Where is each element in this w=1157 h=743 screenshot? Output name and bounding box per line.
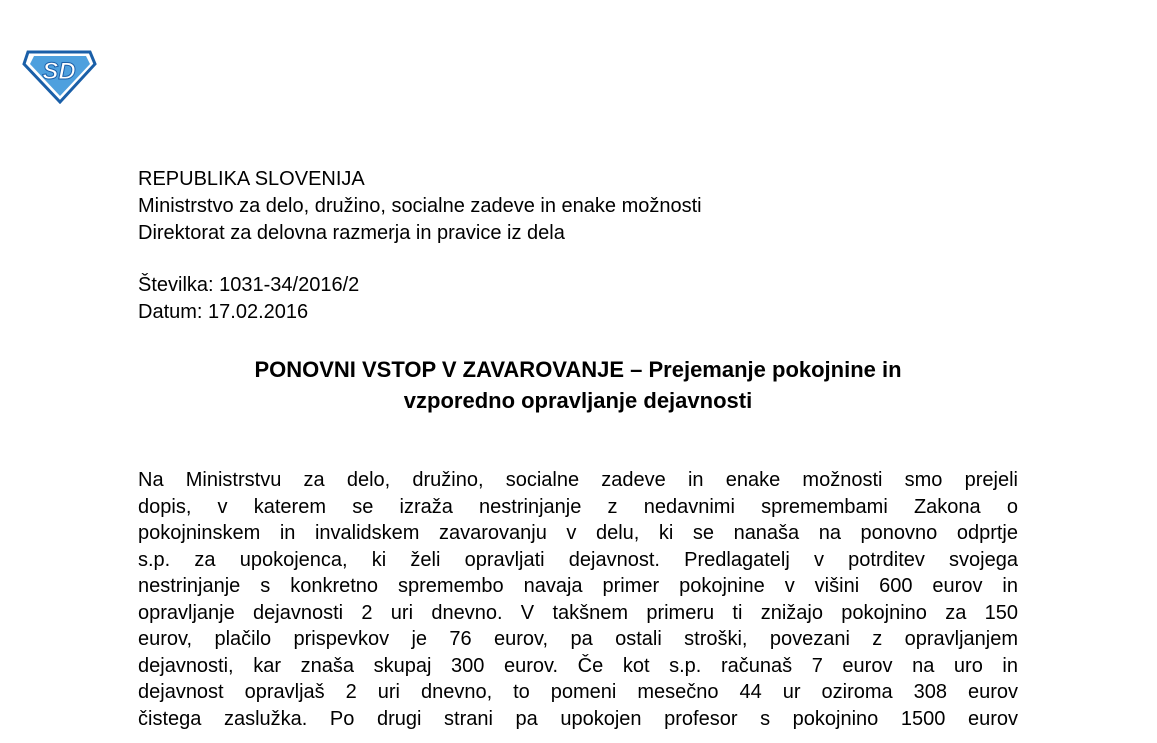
body-line: nestrinjanje s konkretno spremembo navaja primer pokojnine v višini 600 eurov in [138, 575, 1018, 597]
body-line: opravljanje dejavnosti 2 uri dnevno. V takšnem primeru ti znižajo pokojnino za 150 [138, 601, 1018, 624]
document-number: Številka: 1031-34/2016/2 [138, 274, 360, 296]
body-line: čistega zaslužka. Po drugi strani pa upokojen profesor s pokojnino 1500 eurov [138, 707, 1018, 730]
body-line: pokojninskem in invalidskem zavarovanju v delu, ki se nanaša na ponovno odprtje [138, 522, 1018, 544]
document-meta [138, 272, 359, 326]
title-line-2: vzporedno opravljanje dejavnosti [403, 388, 753, 413]
body-paragraph [138, 467, 1018, 732]
title-line-1: PONOVNI VSTOP V ZAVAROVANJE – Prejemanje pokojnine in [254, 357, 902, 382]
body-line: Na Ministrstvu za delo, družino, socialne zadeve in enake možnosti smo prejeli [138, 469, 1018, 491]
logo-lettering: SD [42, 58, 76, 85]
country-name: REPUBLIKA SLOVENIJA [138, 168, 365, 190]
body-line: dopis, v katerem se izraža nestrinjanje z nedavnimi spremembami Zakona o [138, 495, 1018, 518]
logo-emblem-icon [20, 46, 98, 104]
body-line: eurov, plačilo prispevkov je 76 eurov, pa ostali stroški, povezani z opravljanjem [138, 628, 1018, 650]
body-line: dejavnost opravljaš 2 uri dnevno, to pomeni mesečno 44 ur oziroma 308 eurov [138, 681, 1018, 703]
body-line: dejavnosti, kar znaša skupaj 300 eurov. Če kot s.p. računaš 7 eurov na uro in [138, 654, 1018, 677]
issuer-block [138, 166, 702, 247]
document-title [138, 354, 1018, 416]
document-date: Datum: 17.02.2016 [138, 301, 309, 323]
ministry-logo [20, 46, 98, 104]
directorate-name: Direktorat za delovna razmerja in pravice iz dela [138, 222, 565, 244]
ministry-name: Ministrstvo za delo, družino, socialne zadeve in enake možnosti [138, 195, 702, 217]
body-line: s.p. za upokojenca, ki želi opravljati dejavnost. Predlagatelj v potrditev svojega [138, 548, 1018, 571]
